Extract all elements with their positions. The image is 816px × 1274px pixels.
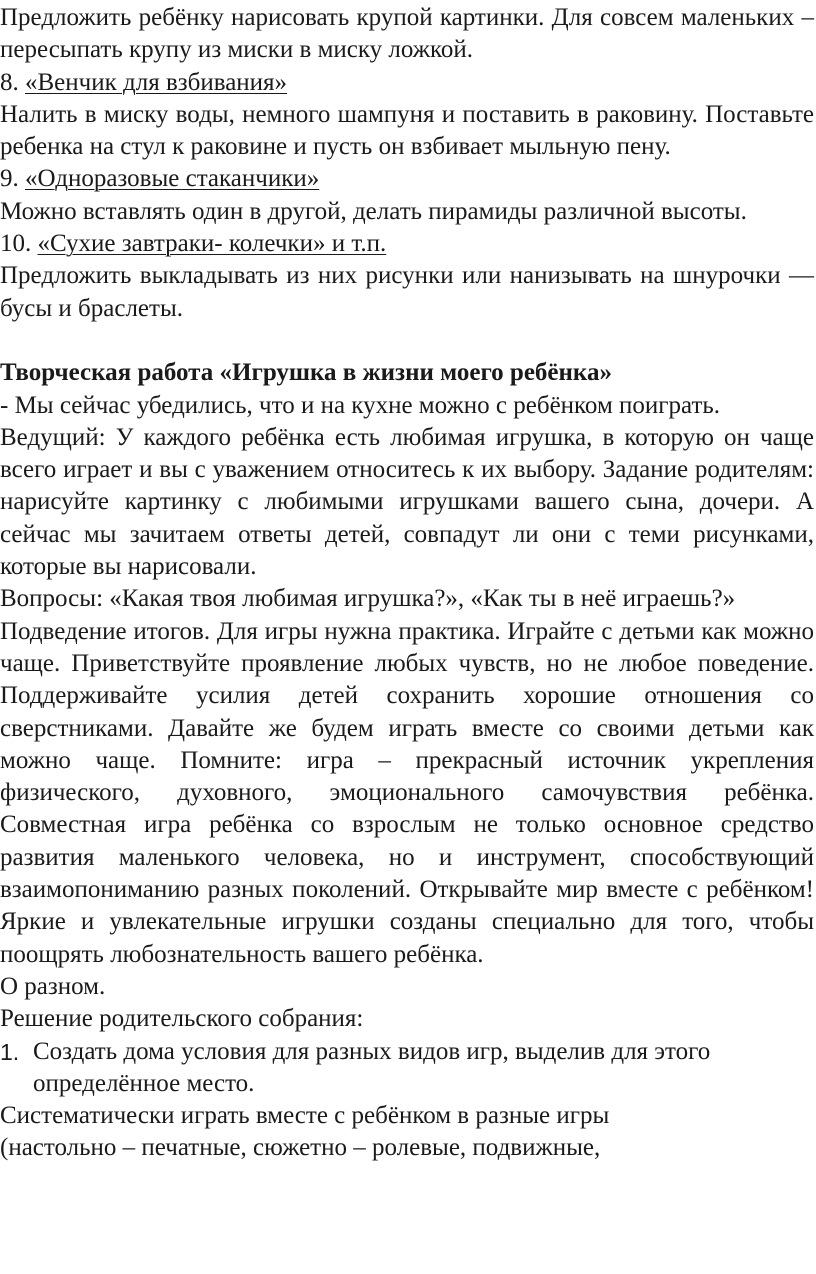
paragraph-decision: Решение родительского собрания: (0, 1005, 364, 1033)
item-10-text: Предложить выкладывать из них рисунки или нанизывать на шнурочки — бусы и браслеты. (0, 262, 814, 322)
list-item-number: 1. (0, 1038, 20, 1065)
item-8-text: Налить в миску воды, немного шампуня и поставить в раковину. Поставьте ребенка на стул к раковине и пусть он взбивает мыльную пену. (0, 100, 814, 161)
paragraph-kitchen: - Мы сейчас убедились, что и на кухне можно с ребёнком поиграть. (0, 391, 721, 419)
list-item (0, 1036, 814, 1101)
section-heading: Творческая работа «Игрушка в жизни моего ребёнка» (0, 359, 612, 387)
blank-line (0, 325, 814, 357)
item-10-title: «Сухие завтраки- колечки» и т.п. (37, 230, 387, 258)
item-9-title: «Одноразовые стаканчики» (25, 165, 320, 193)
item-9-text: Можно вставлять один в другой, делать пирамиды различной высоты. (0, 197, 747, 225)
paragraph-questions: Вопросы: «Какая твоя любимая игрушка?», «Как ты в неё играешь?» (0, 585, 736, 613)
item-8-title: «Венчик для взбивания» (25, 68, 288, 96)
paragraph-host: Ведущий: У каждого ребёнка есть любимая игрушка, в которую он чаще всего играет и вы с уважением относитесь к их выбору. Задание родителям: нарисуйте картинку с любимыми игрушками вашего сына, дочери. А сейчас мы зачитаем ответы детей, совпадут ли они с теми рисунками, которые вы нарисовали. (0, 423, 814, 581)
paragraph-summary: Подведение итогов. Для игры нужна практика. Играйте с детьми как можно чаще. Приветствуйте проявление любых чувств, но не любое поведение. Поддерживайте усилия детей сохранить хорошие отношения со сверстниками. Давайте же будем играть вместе со своими детьми как можно чаще. Помните: игра – прекрасный источник укрепления физического, духовного, эмоционального самочувствия ребёнка. Совместная игра ребёнка со взрослым не только основное средство развития маленького человека, но и инструмент, способствующий взаимопониманию разных поколений. Открывайте мир вместе с ребёнком! Яркие и увлекательные игрушки созданы специально для того, чтобы поощрять любознательность вашего ребёнка. (0, 617, 814, 968)
paragraph-misc: О разном. (0, 972, 106, 1000)
item-10-heading (0, 228, 814, 260)
item-9-heading (0, 163, 814, 195)
item-10-number: 10. (0, 230, 32, 258)
paragraph-play-types: (настольно – печатные, сюжетно – ролевые, подвижные, (0, 1134, 601, 1162)
list-item-text: Создать дома условия для разных видов игр, выделив для этого определённое место. (33, 1037, 711, 1097)
item-8-number: 8. (0, 68, 19, 96)
paragraph-play: Систематически играть вместе с ребёнком в разные игры (0, 1102, 610, 1130)
item-8-heading (0, 67, 814, 99)
paragraph-intro: Предложить ребёнку нарисовать крупой картинки. Для совсем маленьких – пересыпать крупу из миски в миску ложкой. (0, 4, 814, 64)
item-9-number: 9. (0, 165, 19, 193)
